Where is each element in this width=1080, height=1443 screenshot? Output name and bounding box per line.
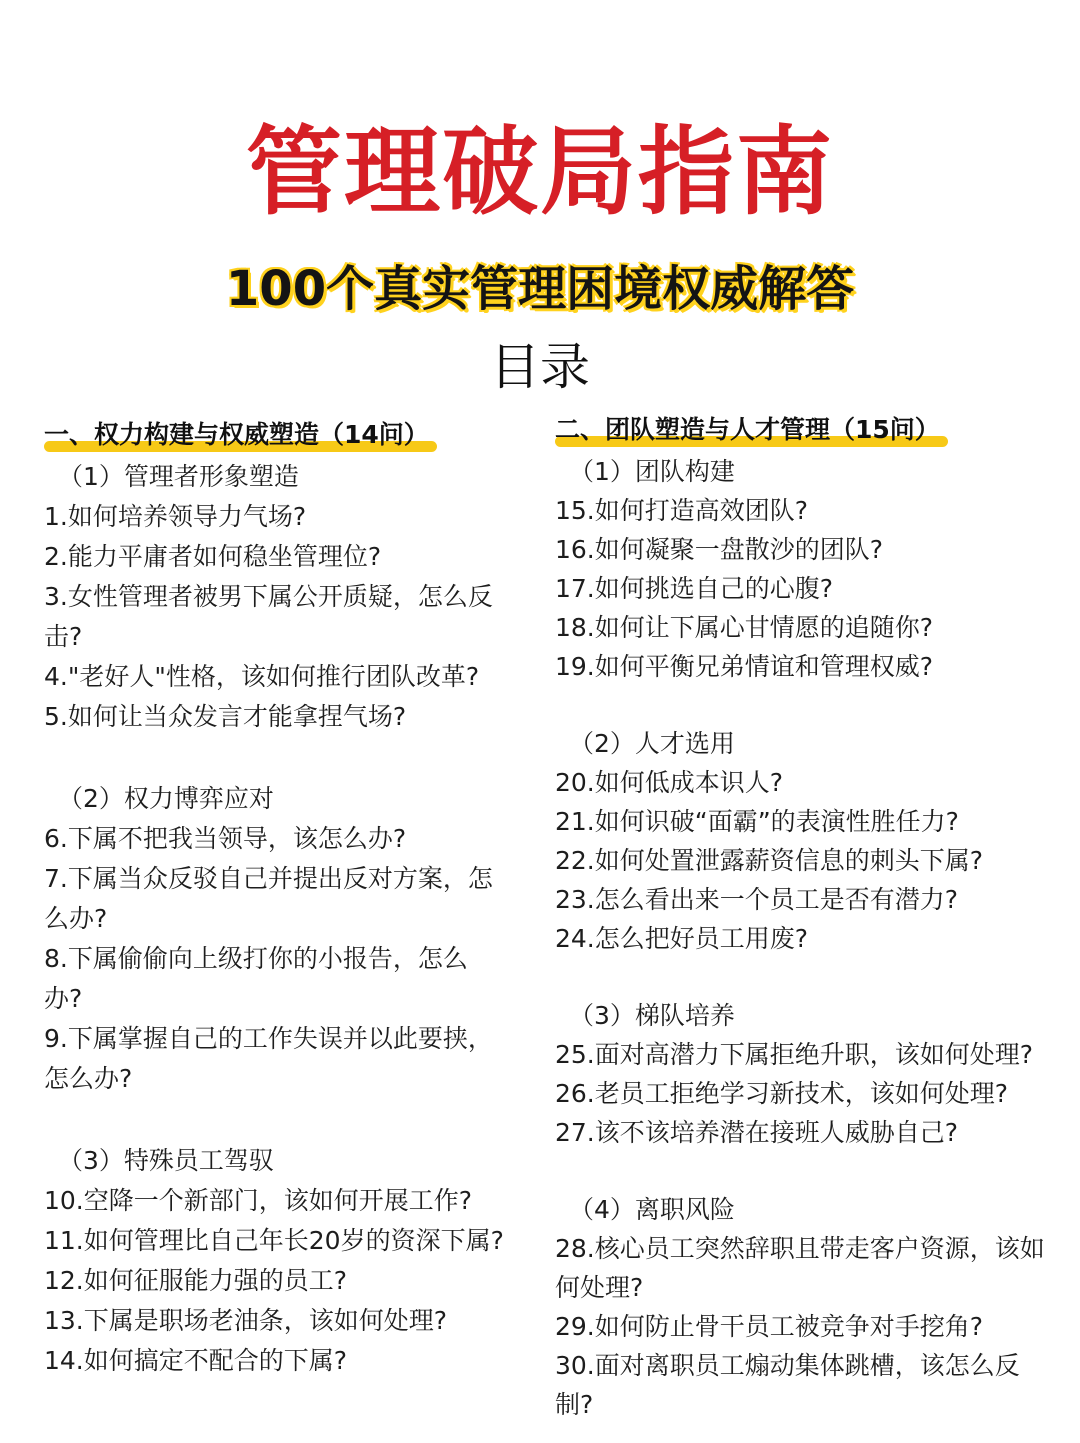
list-item: 怎么办?: [44, 1064, 133, 1093]
list-item: 7.下属当众反驳自己并提出反对方案，怎: [44, 864, 493, 893]
list-item: 18.如何让下属心甘情愿的追随你?: [555, 613, 934, 642]
list-item: 14.如何搞定不配合的下属?: [44, 1346, 348, 1375]
section-heading-2: 二、团队塑造与人才管理（15问）: [555, 410, 948, 450]
group-label: （2）人才选用: [569, 729, 735, 758]
toc-label: 目录: [490, 338, 590, 396]
group-label: （4）离职风险: [569, 1195, 735, 1224]
group-label: （3）特殊员工驾驭: [58, 1146, 274, 1175]
list-item: 么办?: [44, 904, 108, 933]
page-subtitle: 100个真实管理困境权威解答: [225, 261, 855, 317]
list-item: 21.如何识破“面霸”的表演性胜任力?: [555, 807, 959, 836]
list-item: 15.如何打造高效团队?: [555, 496, 809, 525]
list-item: 28.核心员工突然辞职且带走客户资源，该如: [555, 1234, 1045, 1263]
list-item: 10.空降一个新部门，该如何开展工作?: [44, 1186, 473, 1215]
list-item: 1.如何培养领导力气场?: [44, 502, 307, 531]
list-item: 16.如何凝聚一盘散沙的团队?: [555, 535, 884, 564]
right-column: [555, 410, 1065, 1424]
list-item: 25.面对高潜力下属拒绝升职，该如何处理?: [555, 1040, 1034, 1069]
list-item: 12.如何征服能力强的员工?: [44, 1266, 348, 1295]
left-column: [44, 415, 532, 1381]
list-item: 2.能力平庸者如何稳坐管理位?: [44, 542, 382, 571]
list-item: 17.如何挑选自己的心腹?: [555, 574, 834, 603]
group-label: （1）团队构建: [569, 457, 735, 486]
list-item: 何处理?: [555, 1273, 644, 1302]
page-title: 管理破局指南: [246, 116, 834, 228]
list-item: 26.老员工拒绝学习新技术，该如何处理?: [555, 1079, 1009, 1108]
group-label: （3）梯队培养: [569, 1001, 735, 1030]
list-item: 23.怎么看出来一个员工是否有潜力?: [555, 885, 959, 914]
list-item: 击?: [44, 622, 83, 651]
list-item: 20.如何低成本识人?: [555, 768, 784, 797]
group-label: （1）管理者形象塑造: [58, 462, 299, 491]
list-item: 13.下属是职场老油条，该如何处理?: [44, 1306, 448, 1335]
list-item: 30.面对离职员工煽动集体跳槽，该怎么反: [555, 1351, 1020, 1380]
section-heading-1: 一、权力构建与权威塑造（14问）: [44, 415, 437, 455]
list-item: 4."老好人"性格，该如何推行团队改革?: [44, 662, 480, 691]
list-item: 3.女性管理者被男下属公开质疑，怎么反: [44, 582, 493, 611]
list-item: 9.下属掌握自己的工作失误并以此要挟，: [44, 1024, 493, 1053]
list-item: 11.如何管理比自己年长20岁的资深下属?: [44, 1226, 504, 1255]
list-item: 办?: [44, 984, 83, 1013]
list-item: 19.如何平衡兄弟情谊和管理权威?: [555, 652, 934, 681]
list-item: 27.该不该培养潜在接班人威胁自己?: [555, 1118, 959, 1147]
group-label: （2）权力博弈应对: [58, 784, 274, 813]
list-item: 29.如何防止骨干员工被竞争对手挖角?: [555, 1312, 984, 1341]
list-item: 22.如何处置泄露薪资信息的刺头下属?: [555, 846, 984, 875]
list-item: 24.怎么把好员工用废?: [555, 924, 809, 953]
list-item: 6.下属不把我当领导，该怎么办?: [44, 824, 407, 853]
list-item: 制?: [555, 1390, 594, 1419]
list-item: 8.下属偷偷向上级打你的小报告，怎么: [44, 944, 468, 973]
list-item: 5.如何让当众发言才能拿捏气场?: [44, 702, 407, 731]
